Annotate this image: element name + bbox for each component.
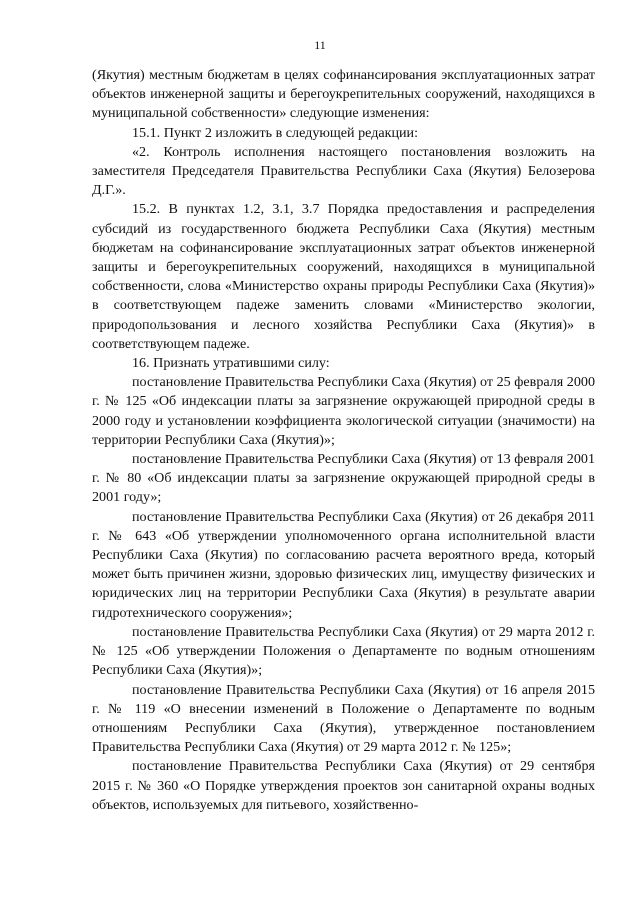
paragraph-15-1-quote: «2. Контроль исполнения настоящего постановления возложить на заместителя Председателя Правительства Республики Саха (Якутия) Белозерова Д.Г.». (92, 143, 595, 199)
list-item: постановление Правительства Республики Саха (Якутия) от 25 февраля 2000 г. № 125 «Об индексации платы за загрязнение окружающей природной среды в 2000 году и установлении коэффициента экологической ситуации (значимости) на территории Республики Саха (Якутия)»; (92, 374, 595, 448)
document-body (92, 66, 595, 815)
list-item: постановление Правительства Республики Саха (Якутия) от 29 марта 2012 г. № 125 «Об утверждении Положения о Департаменте по водным отношениям Республики Саха (Якутия)»; (92, 623, 595, 679)
list-item: постановление Правительства Республики Саха (Якутия) от 13 февраля 2001 г. № 80 «Об индексации платы за загрязнение окружающей природной среды в 2001 году»; (92, 451, 595, 506)
paragraph-intro: (Якутия) местным бюджетам в целях софинансирования эксплуатационных затрат объектов инженерной защиты и берегоукрепительных сооружений, находящихся в муниципальной собственности» следующие изменения: (92, 67, 595, 122)
paragraph-15-1: 15.1. Пункт 2 изложить в следующей редакции: (132, 124, 419, 141)
list-item: постановление Правительства Республики Саха (Якутия) от 16 апреля 2015 г. № 119 «О внесении изменений в Положение о Департаменте по водным отношениям Республики Саха (Якутия), утвержденное постановлением Правительства Республики Саха (Якутия) от 29 марта 2012 г. № 125»; (92, 681, 595, 756)
list-item: постановление Правительства Республики Саха (Якутия) от 29 сентября 2015 г. № 360 «О Порядке утверждения проектов зон санитарной охраны водных объектов, используемых для питьевого, хозяйственно- (92, 758, 595, 813)
paragraph-16: 16. Признать утратившими силу: (132, 355, 330, 372)
list-item: постановление Правительства Республики Саха (Якутия) от 26 декабря 2011 г. № 643 «Об утверждении уполномоченного органа исполнительной власти Республики Саха (Якутия) по согласованию расчета вероятного вреда, который может быть причинен жизни, здоровью физических лиц, имуществу физических и юридических лиц на территории Республики Саха (Якутия) в результате аварии гидротехнического сооружения»; (92, 508, 595, 621)
page-number: 11 (314, 38, 326, 52)
paragraph-15-2: 15.2. В пунктах 1.2, 3.1, 3.7 Порядка предоставления и распределения субсидий из государственного бюджета Республики Саха (Якутия) местным бюджетам на софинансирование эксплуатационных затрат объектов инженерной защиты и берегоукрепительных сооружений, находящихся в муниципальной собственности, слова «Министерство охраны природы Республики Саха (Якутия)» в соответствующем падеже заменить словами «Министерство экологии, природопользования и лесного хозяйства Республики Саха (Якутия)» в соответствующем падеже. (92, 201, 595, 352)
